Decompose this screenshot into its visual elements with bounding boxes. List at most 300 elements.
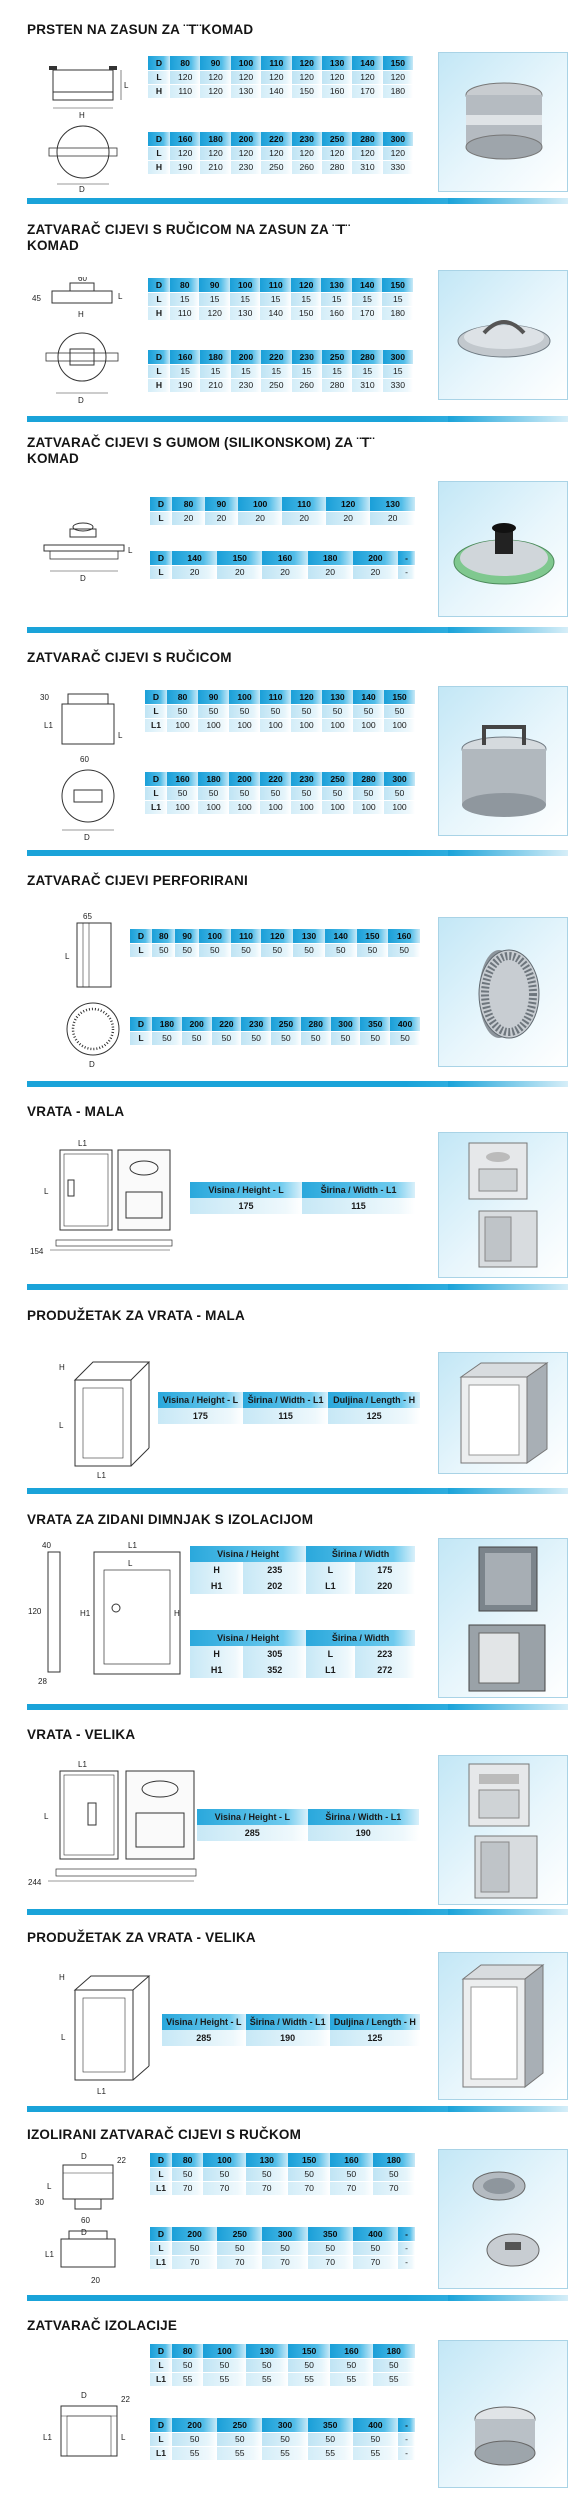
table-cell: 50 [331, 1031, 361, 1045]
section-zatvarac-izolacije [0, 2318, 586, 2498]
table-cell: 50 [175, 943, 198, 957]
product-photo [438, 1538, 568, 1698]
table-header-row [158, 1392, 420, 1408]
section-divider [27, 2106, 568, 2112]
spec-table [130, 1017, 420, 1046]
table-header-cell: 250 [322, 132, 352, 146]
table-cell: 272 [355, 1662, 415, 1678]
table-cell: 50 [152, 1031, 182, 1045]
table-cell: 160 [321, 306, 352, 320]
table-header-cell: 90 [175, 929, 198, 943]
dimension-table [190, 1630, 415, 1678]
table-cell: - [398, 2255, 415, 2269]
section-divider [27, 2295, 568, 2301]
table-cell: 50 [241, 1031, 271, 1045]
table-cell: 50 [260, 704, 291, 718]
table-cell: 50 [360, 1031, 390, 1045]
table-cell: 235 [243, 1562, 306, 1578]
table-header-cell: D [150, 2344, 172, 2358]
table-cell: 190 [308, 1825, 419, 1841]
table-header-cell: 150 [288, 2153, 330, 2167]
table-cell: 202 [243, 1578, 306, 1594]
dim-label: H [79, 111, 85, 120]
table-header-row [150, 551, 415, 565]
table-cell: 170 [352, 306, 383, 320]
product-photo [438, 2149, 568, 2289]
dim-label: D [78, 396, 84, 405]
table-header-cell: Visina / Height [190, 1630, 306, 1646]
table-cell: 125 [330, 2030, 420, 2046]
table-cell: 305 [243, 1646, 306, 1662]
table-header-cell: D [150, 2418, 172, 2432]
table-cell: 20 [282, 511, 325, 525]
table-cell: 20 [172, 565, 217, 579]
section-title: IZOLIRANI ZATVARAČ CIJEVI S RUČKOM [27, 2127, 302, 2142]
dim-label: L1 [128, 1541, 137, 1550]
table-row [148, 292, 413, 306]
table-cell: 70 [217, 2255, 262, 2269]
table-cell: 120 [261, 146, 291, 160]
table-header-cell: 80 [167, 690, 198, 704]
table-cell: L [150, 2358, 172, 2372]
table-header-row [145, 690, 415, 704]
table-header-cell: 80 [172, 497, 205, 511]
table-cell: 20 [205, 511, 238, 525]
dim-label: D [79, 185, 85, 192]
table-header-cell: 80 [172, 2344, 203, 2358]
table-header-row [148, 278, 413, 292]
table-cell: 260 [292, 160, 322, 174]
table-header-cell: 160 [388, 929, 420, 943]
table-header-cell: 280 [353, 772, 384, 786]
product-photo [438, 2340, 568, 2488]
table-cell: 100 [260, 800, 291, 814]
table-cell: 55 [330, 2372, 372, 2386]
table-cell: L1 [150, 2446, 172, 2460]
table-cell: 70 [308, 2255, 353, 2269]
table-header-cell: 80 [170, 278, 199, 292]
table-header-cell: 80 [170, 56, 200, 70]
table-header-cell: 140 [172, 551, 217, 565]
table-cell: 120 [292, 146, 322, 160]
table-cell: L [150, 511, 172, 525]
technical-drawing [35, 52, 135, 192]
table-header-cell: 180 [373, 2344, 415, 2358]
dim-label: D [81, 2228, 87, 2237]
table-header-row [148, 350, 413, 364]
table-header-cell: 140 [353, 690, 384, 704]
table-cell: L [148, 146, 170, 160]
table-cell: 120 [200, 146, 230, 160]
dim-label: 22 [121, 2395, 130, 2404]
table-cell: 150 [291, 306, 322, 320]
table-cell: 55 [217, 2446, 262, 2460]
table-cell: H [148, 84, 170, 98]
dim-label: L [65, 952, 70, 961]
table-cell: 280 [322, 378, 352, 392]
table-cell: L [148, 292, 170, 306]
dim-label: D [81, 2391, 87, 2400]
table-row [150, 511, 415, 525]
table-header-cell: 200 [231, 350, 261, 364]
section-title: VRATA - MALA [27, 1104, 125, 1119]
product-photo [438, 917, 568, 1067]
table-header-cell: 130 [246, 2344, 288, 2358]
table-header-cell: 200 [231, 132, 261, 146]
section-prsten [0, 22, 586, 207]
table-header-cell: Širina / Width - L1 [308, 1809, 419, 1825]
technical-drawing [28, 1757, 203, 1892]
product-photo [438, 686, 568, 836]
section-divider [27, 1284, 568, 1290]
table-cell: 110 [170, 306, 199, 320]
table-row [148, 160, 413, 174]
table-header-cell: 230 [292, 350, 322, 364]
table-header-cell: 110 [231, 929, 262, 943]
dim-label: L [118, 731, 123, 740]
dim-label: 45 [32, 294, 41, 303]
dim-label: L [124, 81, 129, 90]
table-header-cell: 180 [198, 772, 229, 786]
dim-label: 22 [117, 2156, 126, 2165]
table-cell: 15 [260, 292, 291, 306]
table-cell: 125 [328, 1408, 420, 1424]
table-cell: 70 [172, 2255, 217, 2269]
table-header-cell: 160 [170, 350, 200, 364]
table-cell: 50 [373, 2167, 415, 2181]
table-header-row [148, 56, 413, 70]
table-cell: 70 [353, 2255, 398, 2269]
table-header-cell: D [148, 350, 170, 364]
table-header-cell: 230 [292, 132, 322, 146]
table-header-cell: 130 [293, 929, 325, 943]
table-cell: 100 [353, 800, 384, 814]
table-cell: H [148, 378, 170, 392]
table-header-cell: 130 [246, 2153, 288, 2167]
spec-table [150, 2418, 415, 2461]
table-row [150, 565, 415, 579]
table-header-cell: 100 [230, 278, 261, 292]
table-cell: 100 [198, 718, 229, 732]
table-header-cell: 300 [383, 132, 413, 146]
table-header-cell: 90 [198, 690, 229, 704]
table-header-cell: 300 [331, 1017, 361, 1031]
table-row [190, 1662, 415, 1678]
table-cell: 230 [231, 160, 261, 174]
table-cell: 310 [352, 378, 382, 392]
table-cell: 210 [200, 378, 230, 392]
table-cell: H [148, 306, 170, 320]
table-header-row [162, 2014, 420, 2030]
table-header-cell: - [398, 551, 415, 565]
table-row [150, 2241, 415, 2255]
table-header-cell: 130 [321, 278, 352, 292]
table-header-cell: 160 [330, 2153, 372, 2167]
table-header-cell: 110 [282, 497, 325, 511]
cap-rubber-photo-icon [439, 482, 569, 618]
table-header-cell: 80 [152, 929, 175, 943]
table-header-cell: - [398, 2418, 415, 2432]
table-header-cell: Duljina / Length - H [330, 2014, 420, 2030]
table-cell: 100 [260, 718, 291, 732]
table-header-row [150, 2153, 415, 2167]
table-header-row [190, 1546, 415, 1562]
table-header-cell: D [130, 929, 152, 943]
table-header-cell: Širina / Width - L1 [243, 1392, 328, 1408]
table-cell: L [150, 565, 172, 579]
table-header-cell: 140 [325, 929, 357, 943]
table-cell: 180 [382, 306, 413, 320]
table-cell: 210 [200, 160, 230, 174]
table-cell: L [145, 786, 167, 800]
section-vrata-velika [0, 1727, 586, 1917]
spec-table [145, 690, 415, 733]
table-cell: L1 [306, 1578, 354, 1594]
dim-label: 60 [81, 2216, 90, 2225]
table-header-row [190, 1630, 415, 1646]
table-cell: 220 [355, 1578, 415, 1594]
technical-drawing [30, 1136, 180, 1261]
table-cell: 120 [383, 70, 413, 84]
table-header-cell: 110 [261, 56, 291, 70]
table-cell: 70 [262, 2255, 307, 2269]
table-row [145, 704, 415, 718]
table-cell: 55 [308, 2446, 353, 2460]
spec-table [150, 2227, 415, 2270]
table-cell: 330 [383, 160, 413, 174]
table-header-cell: 200 [182, 1017, 212, 1031]
table-cell: 20 [172, 511, 205, 525]
table-header-cell: 280 [352, 132, 382, 146]
table-cell: 50 [325, 943, 357, 957]
table-header-cell: 180 [308, 551, 353, 565]
table-header-cell: 180 [373, 2153, 415, 2167]
table-cell: 110 [170, 84, 200, 98]
table-row [150, 2181, 415, 2195]
section-title: VRATA - VELIKA [27, 1727, 136, 1742]
table-header-cell: D [130, 1017, 152, 1031]
table-header-cell: 200 [229, 772, 260, 786]
table-row [145, 786, 415, 800]
table-header-cell: 250 [322, 772, 353, 786]
table-cell: - [398, 2446, 415, 2460]
table-cell: 100 [322, 718, 353, 732]
table-row [148, 70, 413, 84]
section-title: PRSTEN NA ZASUN ZA ¨T¨KOMAD [27, 22, 254, 37]
table-cell: 70 [172, 2181, 203, 2195]
dim-label: L [61, 2033, 66, 2042]
table-cell: 120 [199, 306, 230, 320]
technical-drawing [35, 2151, 145, 2291]
extension-box-photo-icon [439, 1353, 569, 1475]
table-cell: 50 [172, 2432, 217, 2446]
dim-label: L [118, 292, 123, 301]
table-cell: 50 [373, 2358, 415, 2372]
table-header-cell: 110 [260, 690, 291, 704]
table-header-row [148, 132, 413, 146]
table-cell: 120 [383, 146, 413, 160]
table-cell: - [398, 2432, 415, 2446]
technical-drawing [45, 1960, 155, 2100]
table-cell: 100 [198, 800, 229, 814]
dim-label: L1 [97, 1471, 106, 1480]
table-header-cell: 230 [241, 1017, 271, 1031]
dim-label: 60 [80, 755, 89, 764]
table-header-cell: 250 [271, 1017, 301, 1031]
spec-table [145, 772, 415, 815]
table-cell: 50 [288, 2358, 330, 2372]
table-cell: 175 [355, 1562, 415, 1578]
table-cell: 190 [170, 378, 200, 392]
table-header-cell: 160 [330, 2344, 372, 2358]
dim-label: H [174, 1609, 180, 1618]
table-cell: 15 [383, 364, 413, 378]
table-header-cell: 200 [353, 551, 398, 565]
table-row [197, 1825, 419, 1841]
dimension-table [190, 1182, 415, 1214]
technical-drawing [30, 515, 140, 585]
table-cell: 50 [301, 1031, 331, 1045]
dim-label: L [128, 1559, 133, 1568]
table-cell: H [148, 160, 170, 174]
extension-box-large-photo-icon [439, 1953, 569, 2101]
table-cell: 190 [170, 160, 200, 174]
table-header-cell: 180 [200, 132, 230, 146]
table-cell: 50 [167, 786, 198, 800]
table-cell: 190 [246, 2030, 330, 2046]
table-cell: 120 [200, 84, 230, 98]
table-cell: L1 [145, 718, 167, 732]
section-title: ZATVARAČ CIJEVI S RUČICOM NA ZASUN ZA ¨T¨ KOMAD [27, 222, 351, 253]
dim-label: 40 [42, 1541, 51, 1550]
table-row [150, 2167, 415, 2181]
table-cell: 20 [238, 511, 283, 525]
table-header-cell: 160 [167, 772, 198, 786]
table-header-row [197, 1809, 419, 1825]
table-row [150, 2358, 415, 2372]
table-cell: 330 [383, 378, 413, 392]
table-header-cell: 350 [308, 2227, 353, 2241]
table-header-cell: 120 [291, 278, 322, 292]
table-cell: 175 [190, 1198, 302, 1214]
table-cell: L [150, 2241, 172, 2255]
dimension-table [190, 1546, 415, 1594]
table-header-cell: 140 [352, 56, 382, 70]
section-zatvarac-perforirani [0, 873, 586, 1091]
table-cell: 50 [330, 2167, 372, 2181]
door-small-photo-icon [439, 1133, 569, 1279]
table-cell: 130 [231, 84, 261, 98]
table-row [150, 2432, 415, 2446]
table-row [150, 2372, 415, 2386]
table-header-cell: 200 [172, 2227, 217, 2241]
table-cell: 50 [198, 704, 229, 718]
table-cell: 50 [353, 2432, 398, 2446]
table-header-cell: 130 [322, 56, 352, 70]
table-row [148, 306, 413, 320]
spec-table [150, 551, 415, 580]
table-cell: 223 [355, 1646, 415, 1662]
table-cell: 50 [203, 2358, 245, 2372]
table-header-cell: 300 [262, 2418, 307, 2432]
table-cell: 50 [330, 2358, 372, 2372]
table-header-cell: D [150, 2153, 172, 2167]
technical-drawing [45, 911, 140, 1071]
table-cell: 50 [291, 704, 322, 718]
product-photo [438, 481, 568, 617]
table-cell: 50 [231, 943, 262, 957]
table-cell: 15 [292, 364, 322, 378]
dim-label: L1 [45, 2250, 54, 2259]
table-row [190, 1578, 415, 1594]
table-cell: 50 [152, 943, 175, 957]
table-header-cell: 400 [353, 2227, 398, 2241]
table-header-cell: 140 [352, 278, 383, 292]
section-divider [27, 416, 568, 422]
table-cell: 15 [199, 292, 230, 306]
table-cell: 50 [172, 2167, 203, 2181]
table-cell: 115 [243, 1408, 328, 1424]
table-cell: 55 [353, 2446, 398, 2460]
technical-drawing [45, 1350, 150, 1480]
dim-label: D [89, 1060, 95, 1069]
table-cell: 120 [352, 70, 382, 84]
table-header-cell: Visina / Height [190, 1546, 306, 1562]
table-header-cell: D [148, 278, 170, 292]
table-cell: 15 [230, 292, 261, 306]
table-header-cell: 230 [291, 772, 322, 786]
section-title: PRODUŽETAK ZA VRATA - VELIKA [27, 1930, 256, 1945]
table-header-cell: 150 [382, 278, 413, 292]
section-divider [27, 1081, 568, 1087]
table-cell: 260 [292, 378, 322, 392]
table-cell: 15 [200, 364, 230, 378]
section-title: PRODUŽETAK ZA VRATA - MALA [27, 1308, 245, 1323]
dim-label: L [44, 1187, 49, 1196]
table-header-cell: 100 [238, 497, 283, 511]
dimension-table [158, 1392, 420, 1424]
table-cell: 70 [330, 2181, 372, 2195]
table-cell: 120 [200, 70, 230, 84]
table-cell: 50 [198, 786, 229, 800]
table-cell: 20 [217, 565, 262, 579]
table-header-cell: Širina / Width - L1 [302, 1182, 415, 1198]
door-large-photo-icon [439, 1756, 569, 1906]
table-cell: 50 [357, 943, 389, 957]
table-header-row [130, 929, 420, 943]
section-title: ZATVARAČ IZOLACIJE [27, 2318, 178, 2333]
table-cell: 280 [322, 160, 352, 174]
table-cell: L [130, 943, 152, 957]
table-cell: 50 [288, 2167, 330, 2181]
table-header-cell: Duljina / Length - H [328, 1392, 420, 1408]
table-cell: 100 [353, 718, 384, 732]
table-header-cell: 120 [261, 929, 293, 943]
table-header-cell: 400 [390, 1017, 420, 1031]
table-cell: 20 [262, 565, 307, 579]
table-cell: 70 [246, 2181, 288, 2195]
table-cell: 15 [170, 292, 199, 306]
table-cell: 15 [322, 364, 352, 378]
table-row [158, 1408, 420, 1424]
technical-drawing [28, 1536, 188, 1686]
table-cell: L [145, 704, 167, 718]
table-cell: 285 [197, 1825, 308, 1841]
section-zatvarac-rucica-zasun [0, 222, 586, 422]
table-cell: 55 [246, 2372, 288, 2386]
table-cell: 15 [261, 364, 291, 378]
table-cell: 55 [172, 2446, 217, 2460]
